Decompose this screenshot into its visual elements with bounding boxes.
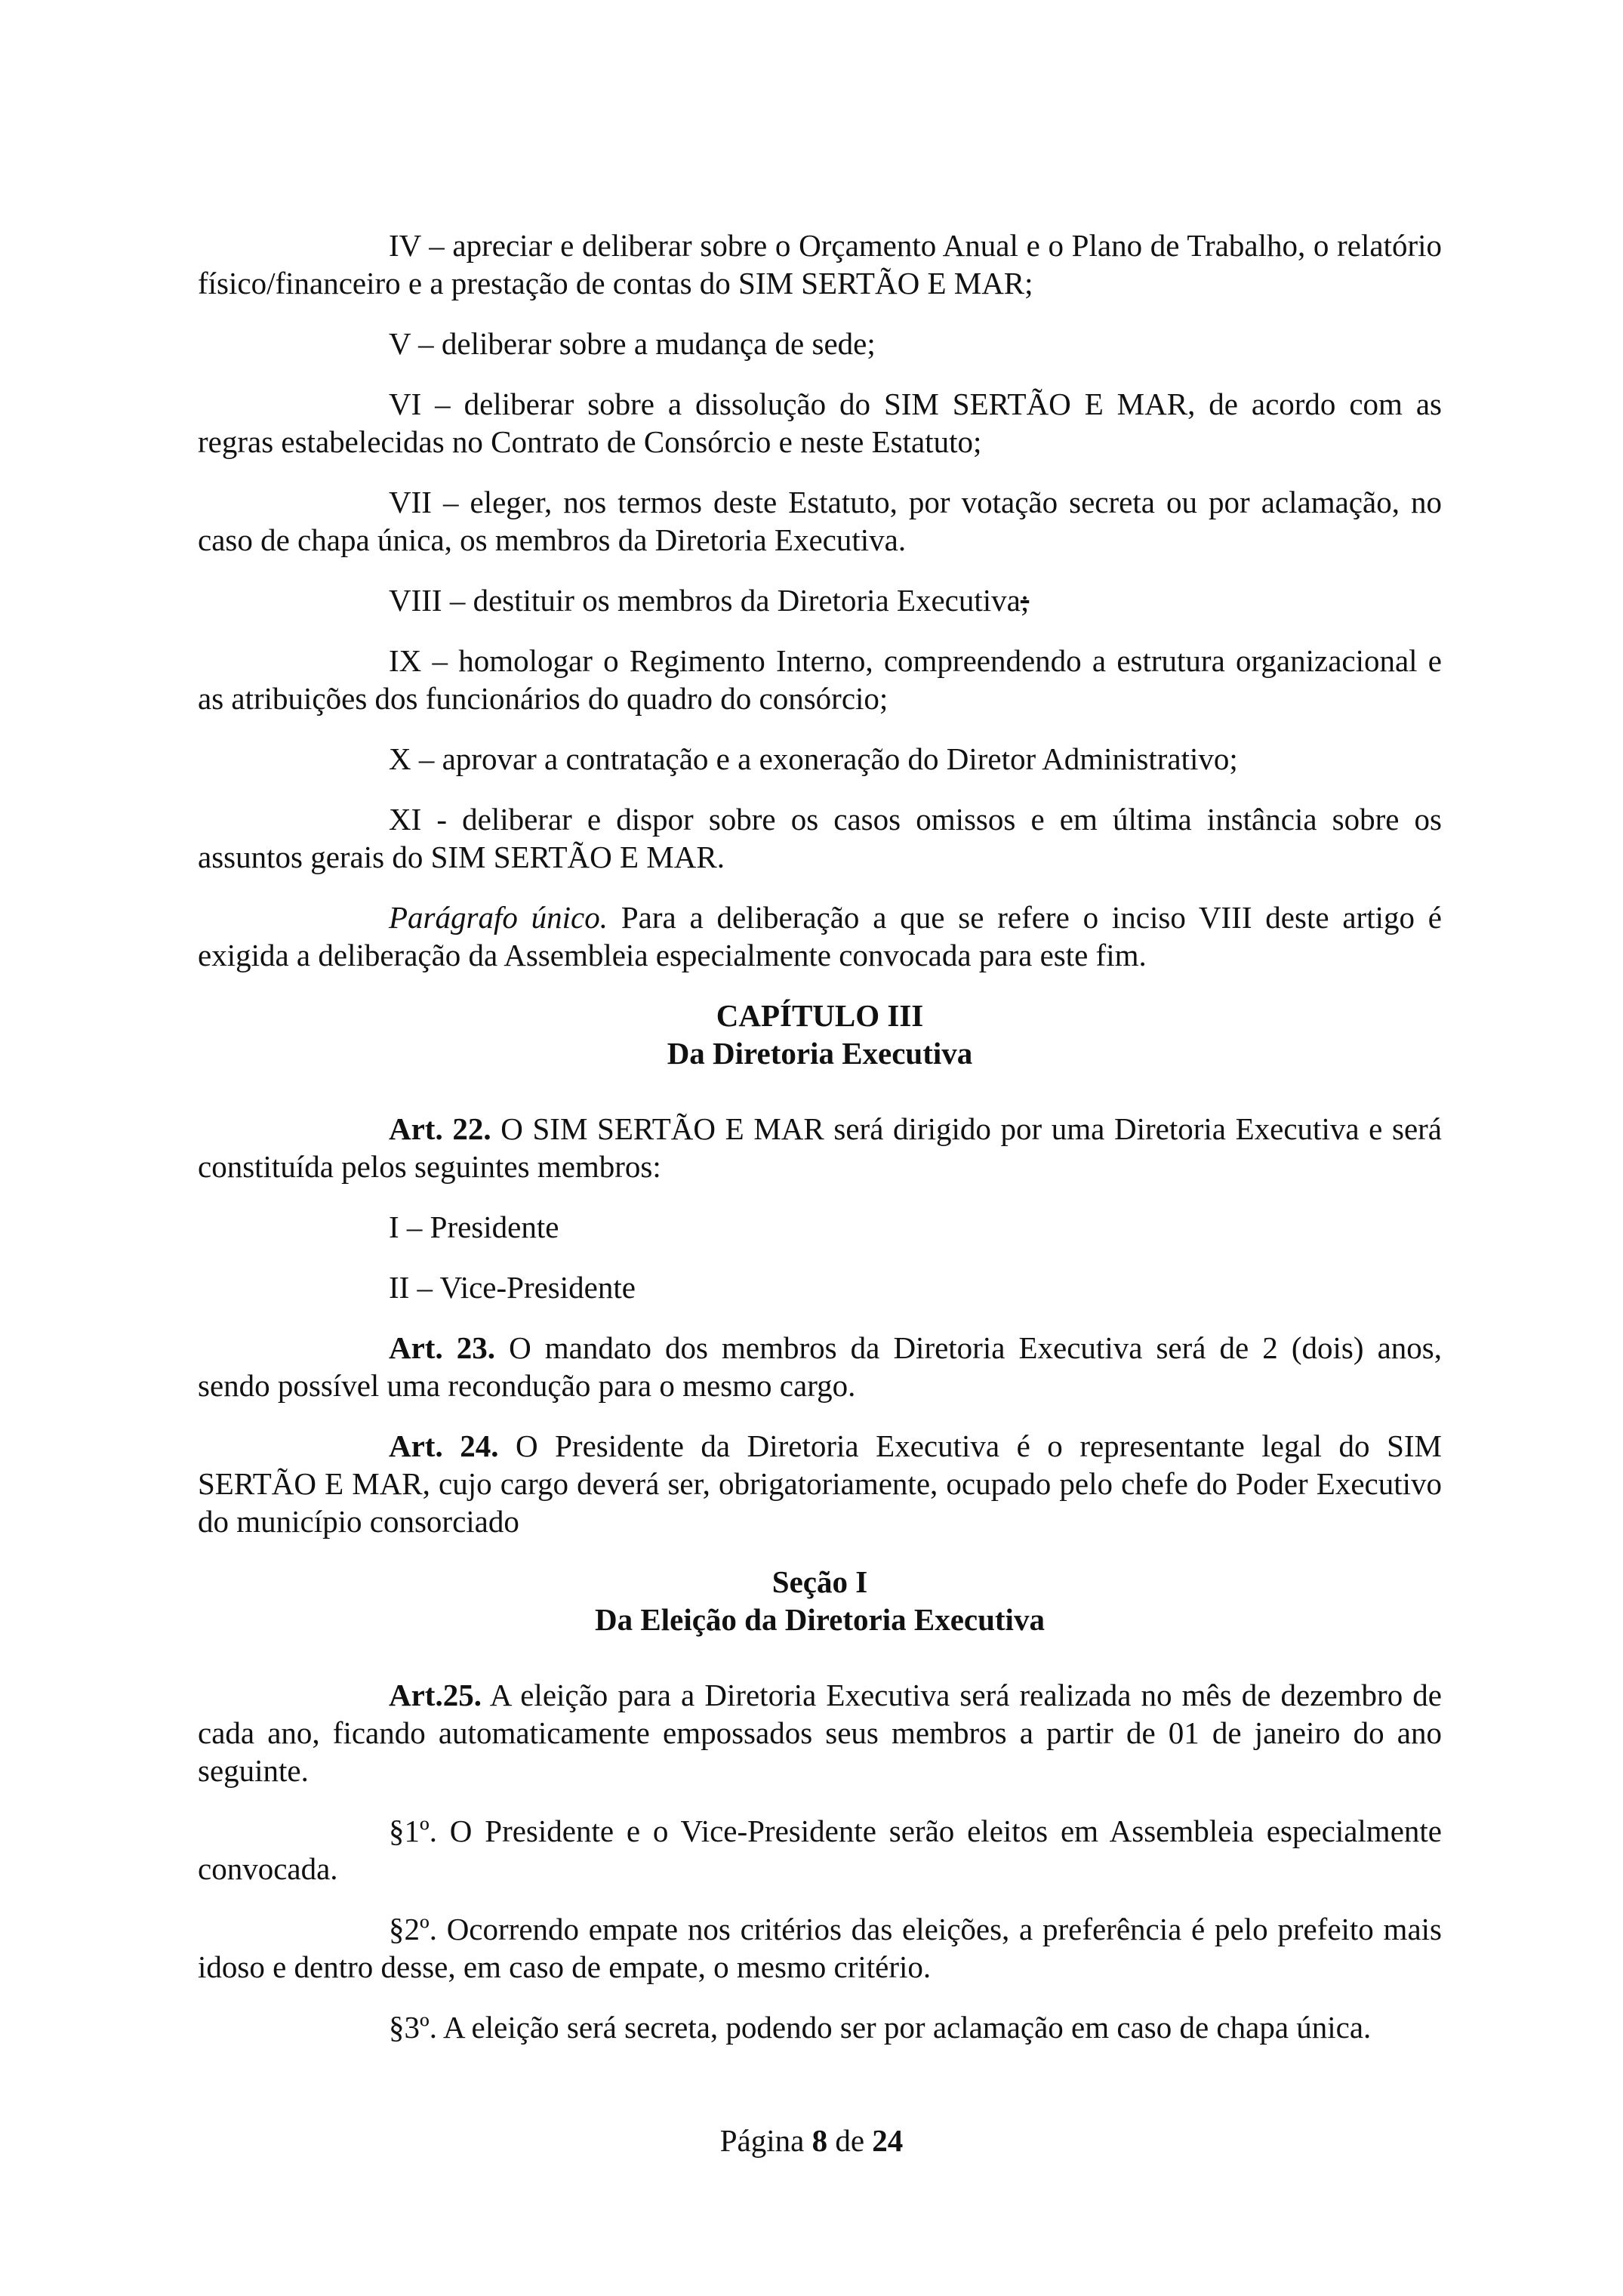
- art-22-item-1: I – Presidente: [389, 1210, 559, 1244]
- inciso-viii-struck: ;: [1020, 583, 1030, 618]
- art-25-label: Art.25.: [389, 1678, 482, 1712]
- page-total: 24: [872, 2123, 904, 2158]
- chapter-title: CAPÍTULO III: [716, 998, 924, 1033]
- paragrafo-unico-label: Parágrafo único.: [389, 900, 608, 935]
- art-25: [198, 1676, 1442, 1789]
- paragrafo-unico: [198, 898, 1442, 974]
- art-25-paragraph-2: §2º. Ocorrendo empate nos critérios das eleições, a preferência é pelo prefeito mais idoso e dentro desse, em caso de empate, o mesmo critério.: [198, 1912, 1442, 1984]
- inciso-ix: IX – homologar o Regimento Interno, compreendendo a estrutura organizacional e as atribuições dos funcionários do quadro do consórcio;: [198, 643, 1442, 716]
- art-22-label: Art. 22.: [389, 1111, 491, 1146]
- paragrafo-unico-text: Para a deliberação a que se refere o inciso VIII deste artigo é exigida a deliberação da Assembleia especialmente convocada para este fim.: [198, 900, 1442, 972]
- chapter-subtitle: Da Diretoria Executiva: [667, 1036, 973, 1071]
- section-subtitle: Da Eleição da Diretoria Executiva: [595, 1602, 1045, 1637]
- inciso-xi: XI - deliberar e dispor sobre os casos omissos e em última instância sobre os assuntos gerais do SIM SERTÃO E MAR.: [198, 802, 1442, 874]
- art-23: [198, 1329, 1442, 1404]
- art-24-label: Art. 24.: [389, 1428, 499, 1463]
- inciso-viii-text: VIII – destituir os membros da Diretoria Executiva: [389, 583, 1021, 618]
- inciso-iv: IV – apreciar e deliberar sobre o Orçamento Anual e o Plano de Trabalho, o relatório físico/financeiro e a prestação de contas do SIM SERTÃO E MAR;: [198, 228, 1442, 300]
- page-footer: [0, 2122, 1623, 2159]
- section-heading: [198, 1563, 1442, 1638]
- art-23-text: O mandato dos membros da Diretoria Executiva será de 2 (dois) anos, sendo possível uma recondução para o mesmo cargo.: [198, 1330, 1442, 1403]
- inciso-vi: VI – deliberar sobre a dissolução do SIM SERTÃO E MAR, de acordo com as regras estabelecidas no Contrato de Consórcio e neste Estatuto;: [198, 387, 1442, 459]
- footer-middle: de: [827, 2123, 873, 2158]
- section-title: Seção I: [771, 1564, 868, 1599]
- art-22: [198, 1110, 1442, 1185]
- document-page: [198, 227, 1442, 2069]
- footer-prefix: Página: [719, 2123, 812, 2158]
- inciso-x: X – aprovar a contratação e a exoneração do Diretor Administrativo;: [389, 741, 1238, 776]
- inciso-vii: VII – eleger, nos termos deste Estatuto, por votação secreta ou por aclamação, no caso de chapa única, os membros da Diretoria Executiva.: [198, 485, 1442, 557]
- inciso-viii: [198, 581, 1442, 619]
- art-22-text: O SIM SERTÃO E MAR será dirigido por uma Diretoria Executiva e será constituída pelos seguintes membros:: [198, 1111, 1442, 1184]
- art-25-paragraph-1: §1º. O Presidente e o Vice-Presidente serão eleitos em Assembleia especialmente convocada.: [198, 1814, 1442, 1886]
- art-25-paragraph-3: §3º. A eleição será secreta, podendo ser por aclamação em caso de chapa única.: [389, 2010, 1372, 2045]
- art-22-item-2: II – Vice-Presidente: [389, 1270, 636, 1305]
- art-23-label: Art. 23.: [389, 1330, 496, 1365]
- inciso-v: V – deliberar sobre a mudança de sede;: [389, 326, 876, 361]
- art-24: [198, 1427, 1442, 1540]
- art-25-text: A eleição para a Diretoria Executiva será realizada no mês de dezembro de cada ano, ficando automaticamente empossados seus membros a partir de 01 de janeiro do ano seguinte.: [198, 1678, 1442, 1788]
- chapter-heading: [198, 997, 1442, 1072]
- page-number: 8: [812, 2123, 828, 2158]
- art-24-text: O Presidente da Diretoria Executiva é o representante legal do SIM SERTÃO E MAR, cujo cargo deverá ser, obrigatoriamente, ocupado pelo chefe do Poder Executivo do município consorciado: [198, 1428, 1442, 1539]
